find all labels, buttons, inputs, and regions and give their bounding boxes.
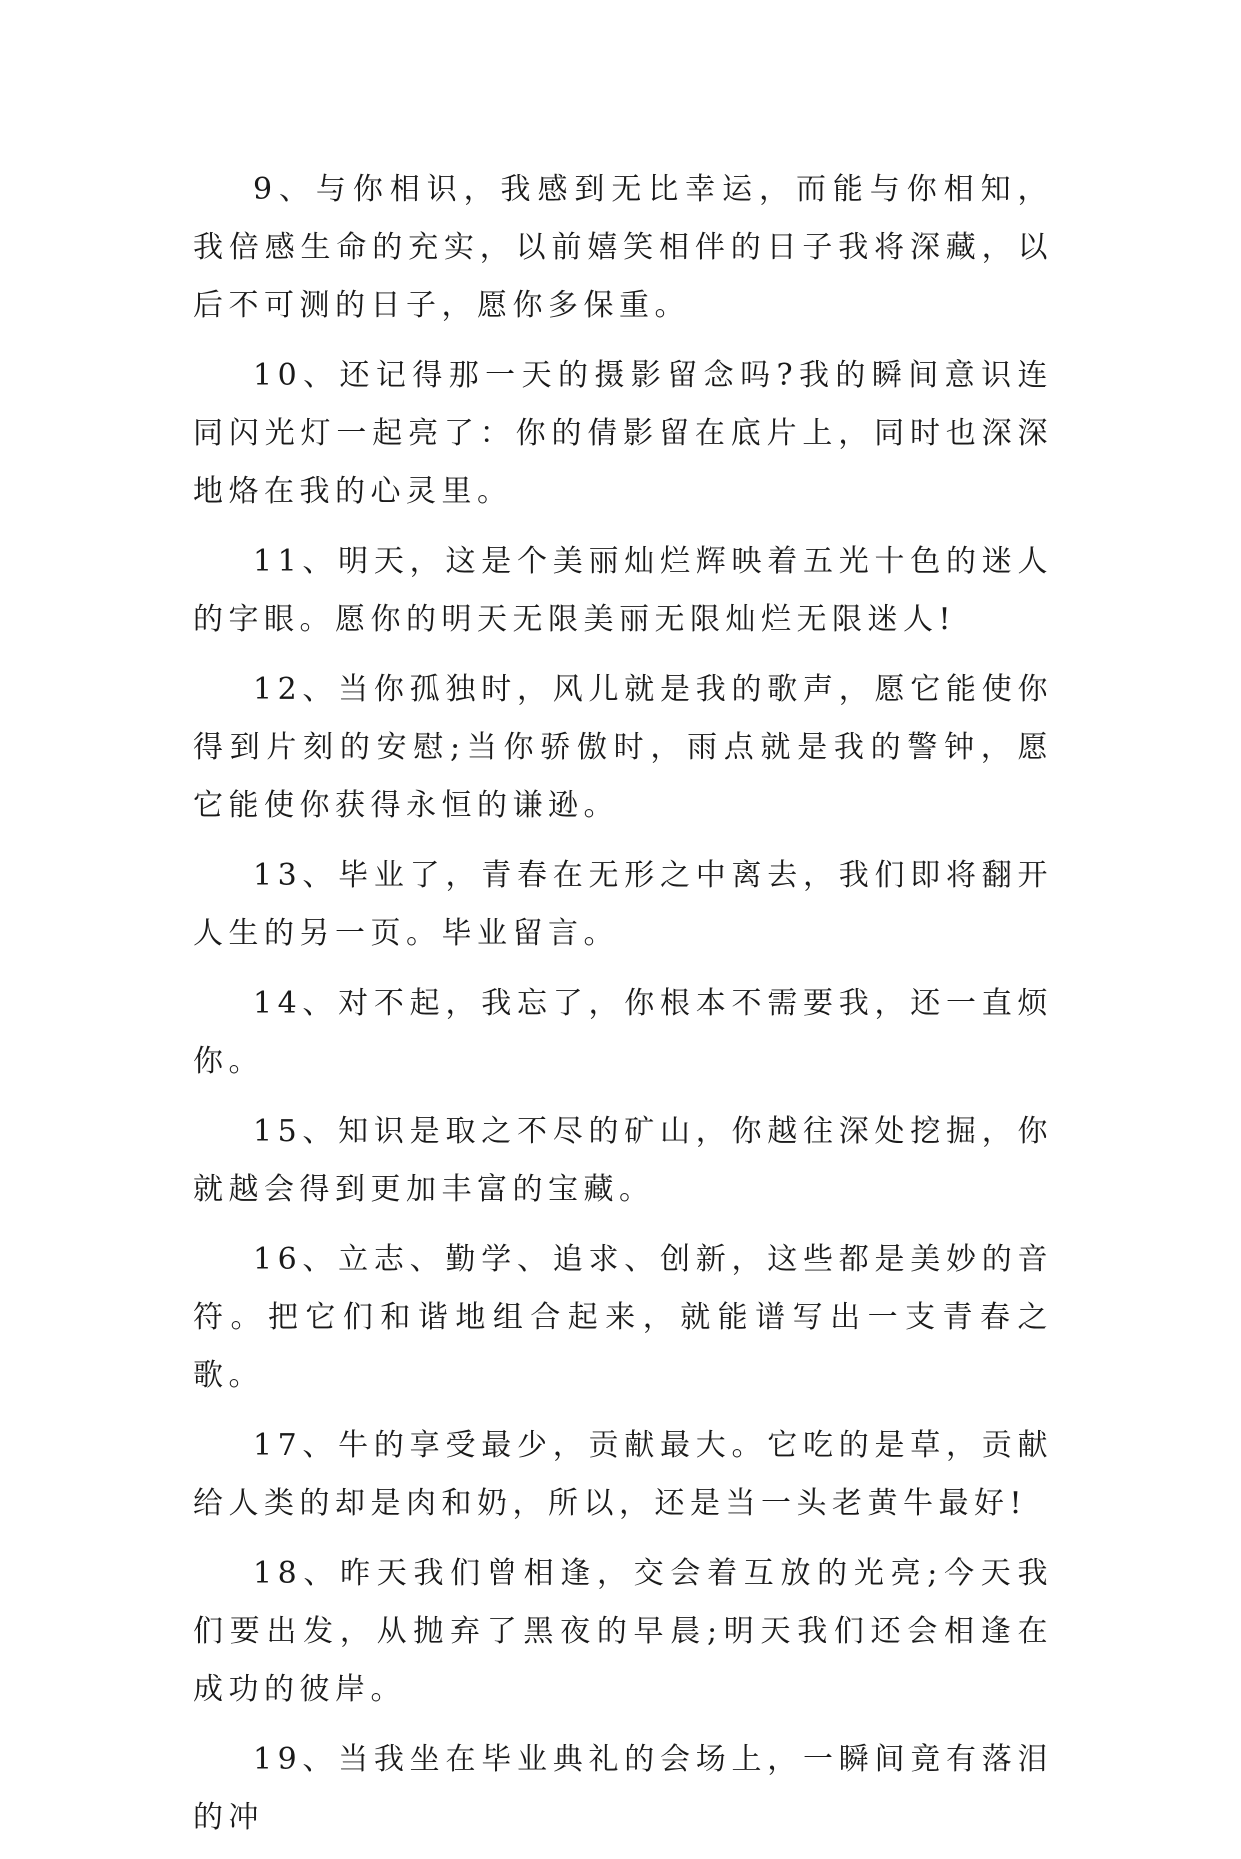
paragraph-10: 10、还记得那一天的摄影留念吗?我的瞬间意识连同闪光灯一起亮了：你的倩影留在底片上，同时也深深地烙在我的心灵里。: [193, 358, 1053, 509]
document-body: [193, 161, 1053, 1859]
paragraph-19: 19、当我坐在毕业典礼的会场上，一瞬间竟有落泪的冲: [193, 1742, 1053, 1835]
paragraph-12: 12、当你孤独时，风儿就是我的歌声，愿它能使你得到片刻的安慰;当你骄傲时，雨点就是我的警钟，愿它能使你获得永恒的谦逊。: [193, 672, 1053, 823]
paragraph-13: 13、毕业了，青春在无形之中离去，我们即将翻开人生的另一页。毕业留言。: [193, 858, 1053, 951]
paragraph-16: 16、立志、勤学、追求、创新，这些都是美妙的音符。把它们和谐地组合起来，就能谱写出一支青春之歌。: [193, 1242, 1053, 1393]
paragraph-14: 14、对不起，我忘了，你根本不需要我，还一直烦你。: [193, 986, 1053, 1079]
paragraph-11: 11、明天，这是个美丽灿烂辉映着五光十色的迷人的字眼。愿你的明天无限美丽无限灿烂无限迷人!: [193, 544, 1053, 637]
paragraph-15: 15、知识是取之不尽的矿山，你越往深处挖掘，你就越会得到更加丰富的宝藏。: [193, 1114, 1053, 1207]
paragraph-17: 17、牛的享受最少，贡献最大。它吃的是草，贡献给人类的却是肉和奶，所以，还是当一头老黄牛最好!: [193, 1428, 1053, 1521]
paragraph-9: 9、与你相识，我感到无比幸运，而能与你相知，我倍感生命的充实，以前嬉笑相伴的日子我将深藏，以后不可测的日子，愿你多保重。: [193, 172, 1053, 323]
paragraph-18: 18、昨天我们曾相逢，交会着互放的光亮;今天我们要出发，从抛弃了黑夜的早晨;明天我们还会相逢在成功的彼岸。: [193, 1556, 1053, 1707]
